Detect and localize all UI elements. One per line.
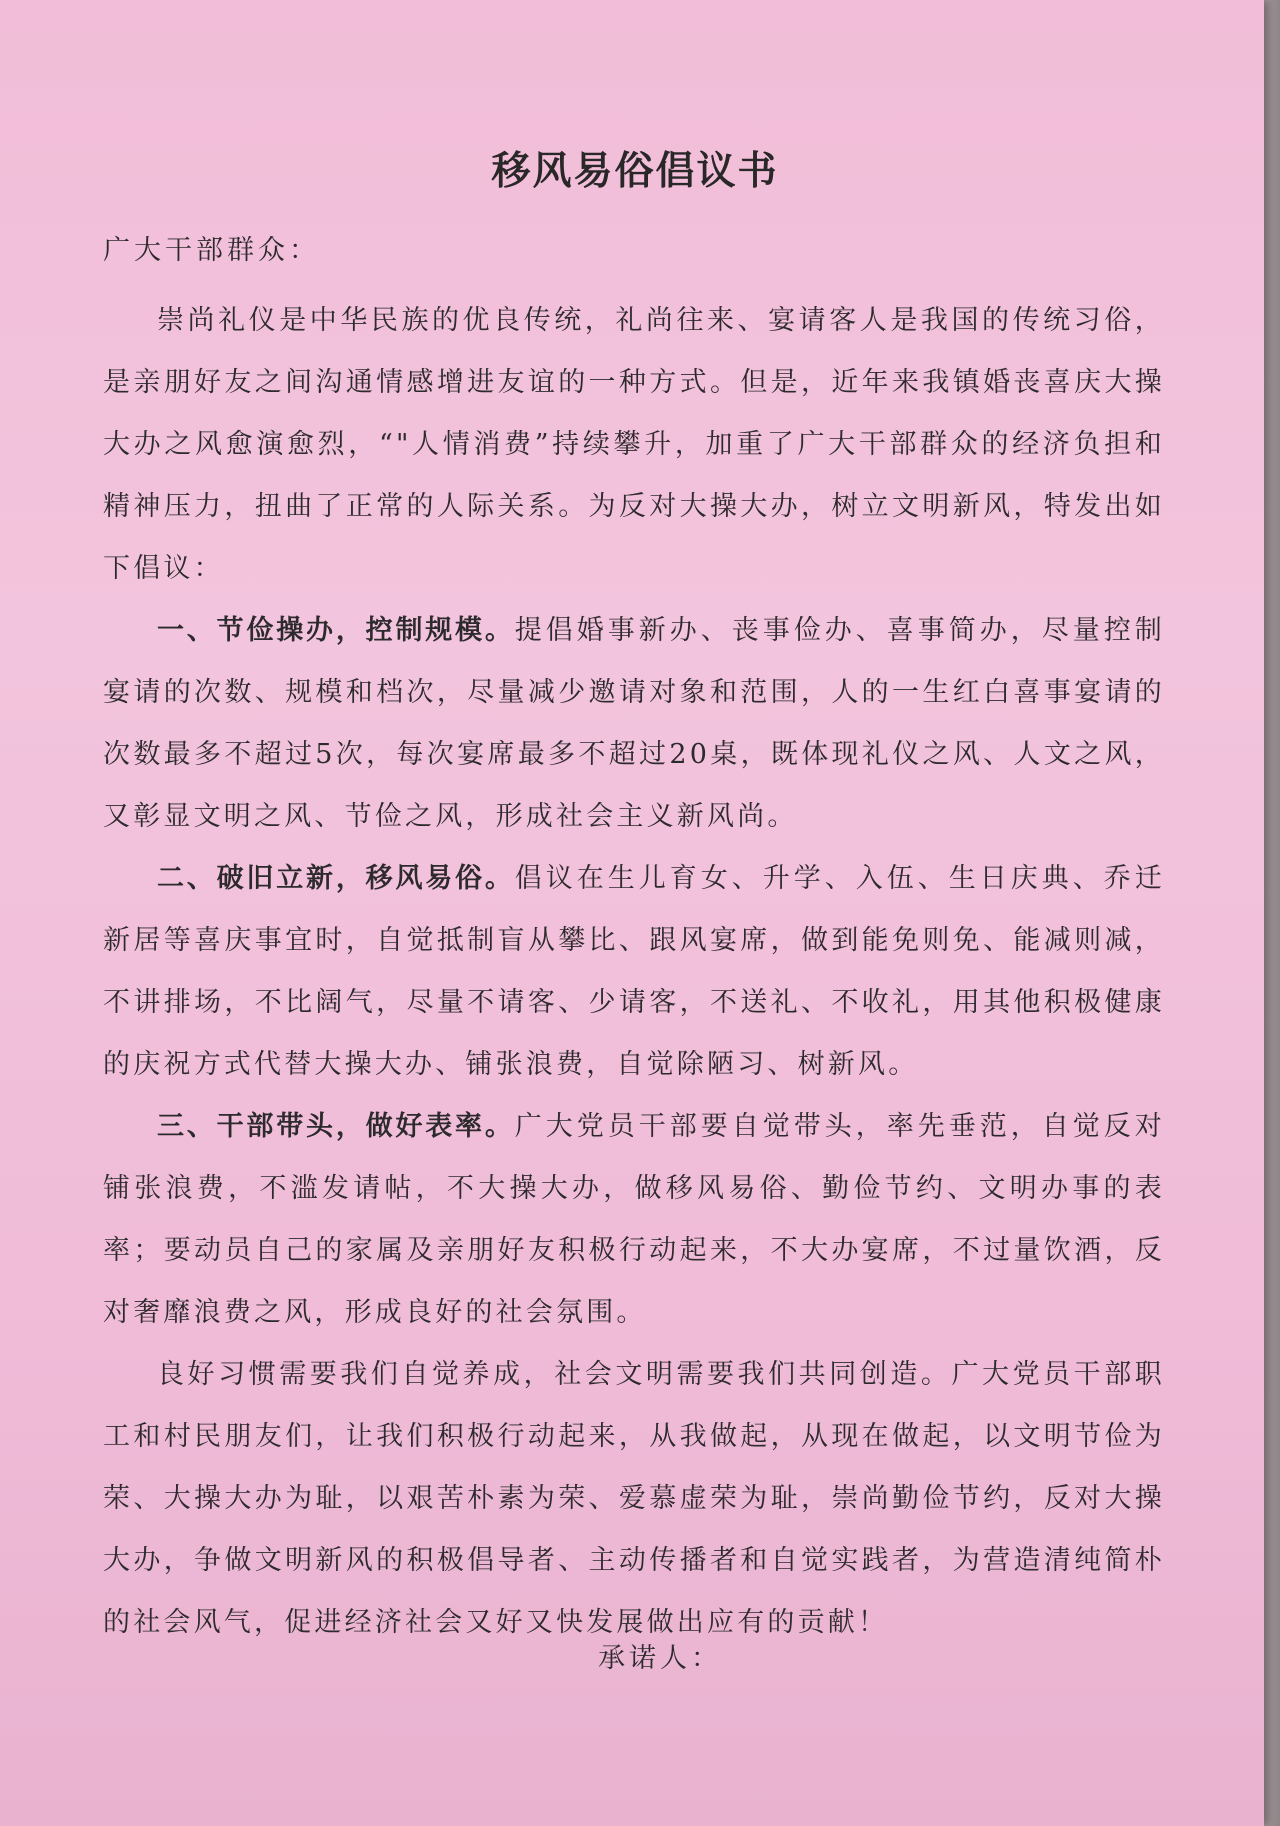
section-lead-1: 一、节俭操办，控制规模。 <box>157 615 515 646</box>
intro-paragraph: 崇尚礼仪是中华民族的优良传统，礼尚往来、宴请客人是我国的传统习俗，是亲朋好友之间沟通情感增进友谊的一种方式。但是，近年来我镇婚丧喜庆大操大办之风愈演愈烈，“"人情消费”持续攀升，加重了广大干部群众的经济负担和精神压力，扭曲了正常的人际关系。为反对大操大办，树立文明新风，特发出如下倡议： <box>103 305 1165 584</box>
section-lead-3: 三、干部带头，做好表率。 <box>157 1111 515 1142</box>
document-body <box>103 290 1165 1654</box>
section-lead-2: 二、破旧立新，移风易俗。 <box>157 863 515 894</box>
section-paragraph-2 <box>103 848 1165 1096</box>
signature-label: 承诺人： <box>598 1643 722 1674</box>
section-text-2: 倡议在生儿育女、升学、入伍、生日庆典、乔迁新居等喜庆事宜时，自觉抵制盲从攀比、跟风宴席，做到能免则免、能减则减，不讲排场，不比阔气，尽量不请客、少请客，不送礼、不收礼，用其他积极健康的庆祝方式代替大操大办、铺张浪费，自觉除陋习、树新风。 <box>103 863 1166 1080</box>
section-text-1: 提倡婚事新办、丧事俭办、喜事简办，尽量控制宴请的次数、规模和档次，尽量减少邀请对象和范围，人的一生红白喜事宴请的次数最多不超过5次，每次宴席最多不超过20桌，既体现礼仪之风、人文之风，又彰显文明之风、节俭之风，形成社会主义新风尚。 <box>103 615 1166 832</box>
closing-paragraph: 良好习惯需要我们自觉养成，社会文明需要我们共同创造。广大党员干部职工和村民朋友们，让我们积极行动起来，从我做起，从现在做起，以文明节俭为荣、大操大办为耻，以艰苦朴素为荣、爱慕虚荣为耻，崇尚勤俭节约，反对大操大办，争做文明新风的积极倡导者、主动传播者和自觉实践者，为营造清纯简朴的社会风气，促进经济社会又好又快发展做出应有的贡献！ <box>103 1359 1165 1638</box>
section-paragraph-3 <box>103 1096 1165 1344</box>
salutation: 广大干部群众： <box>103 235 320 266</box>
section-paragraph-1 <box>103 600 1165 848</box>
document-title: 移风易俗倡议书 <box>491 149 779 194</box>
section-text-3: 广大党员干部要自觉带头，率先垂范，自觉反对铺张浪费，不滥发请帖，不大操大办，做移风易俗、勤俭节约、文明办事的表率；要动员自己的家属及亲朋好友积极行动起来，不大办宴席，不过量饮酒，反对奢靡浪费之风，形成良好的社会氛围。 <box>103 1111 1166 1328</box>
